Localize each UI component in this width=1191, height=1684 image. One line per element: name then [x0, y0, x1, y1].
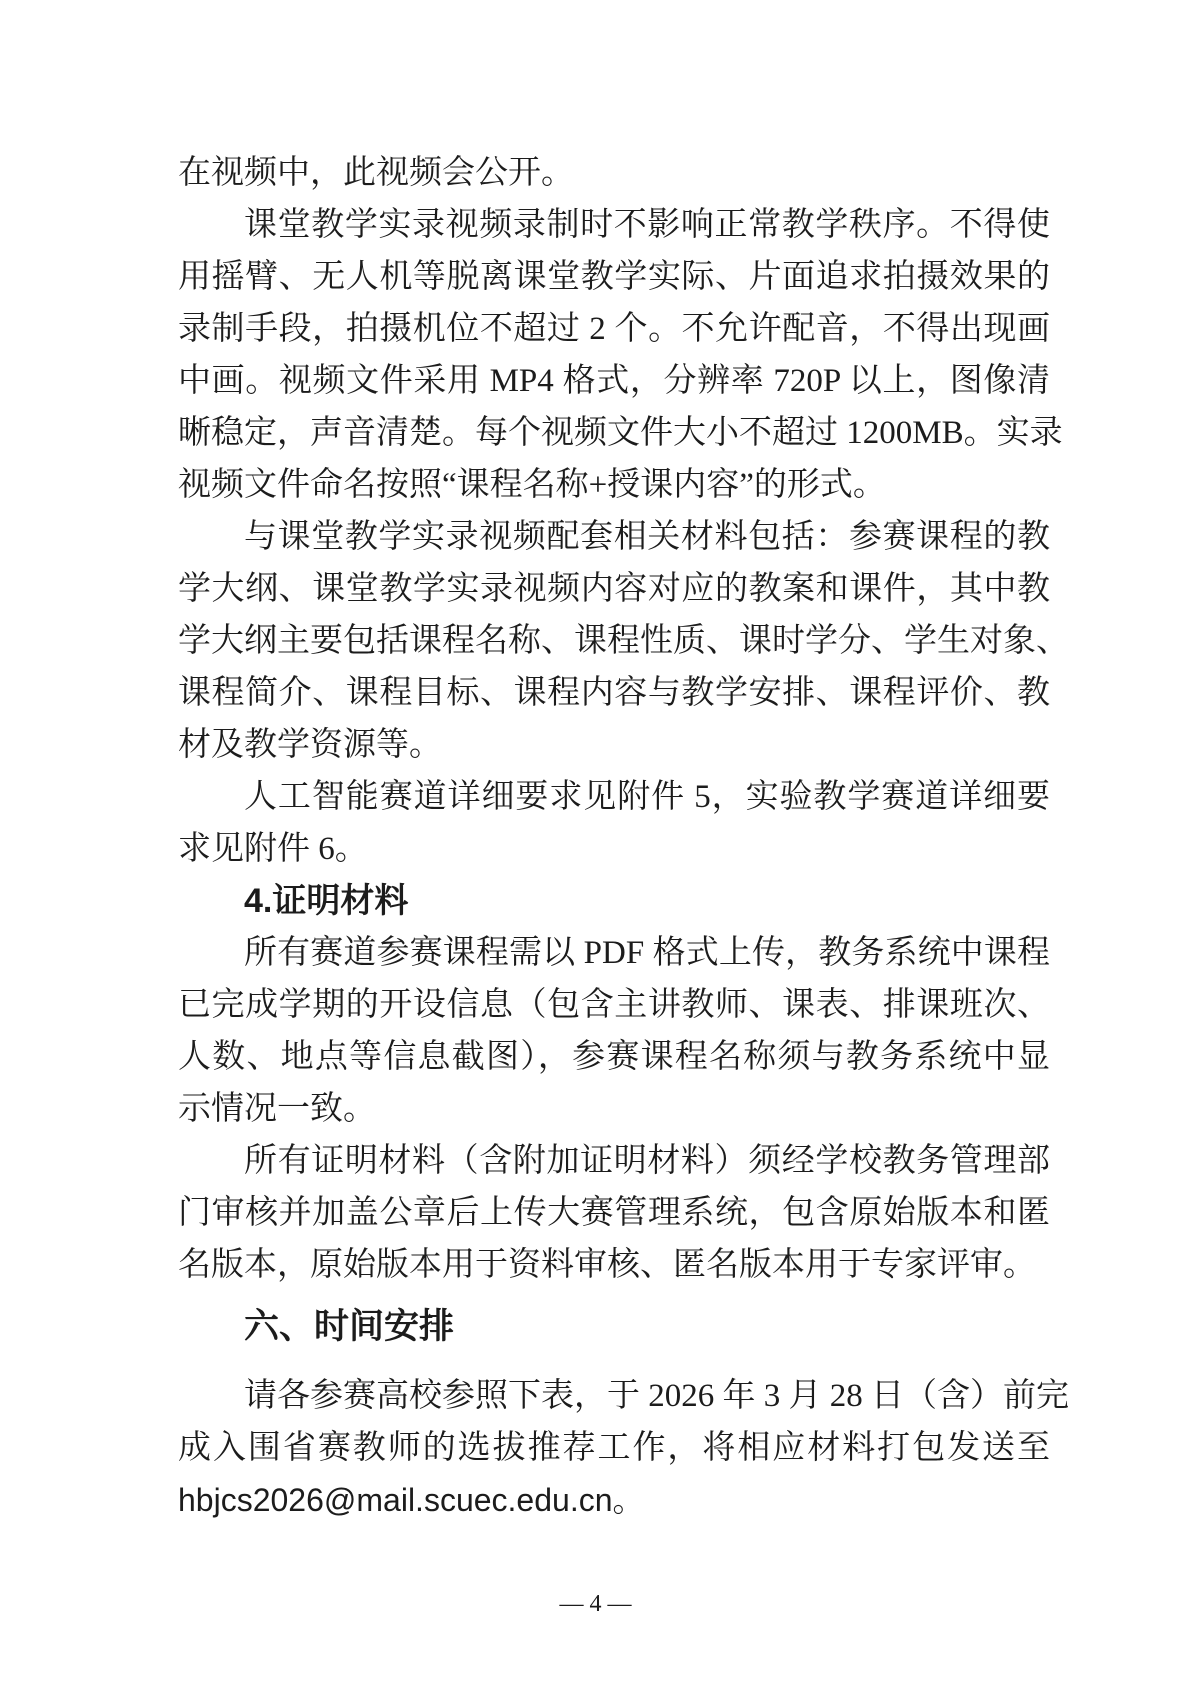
document-line: 录制手段，拍摄机位不超过 2 个。不允许配音，不得出现画 [178, 311, 1050, 347]
document-line: 晰稳定，声音清楚。每个视频文件大小不超过 1200MB。实录 [178, 415, 1063, 451]
document-line: 人数、地点等信息截图），参赛课程名称须与教务系统中显 [178, 1039, 1050, 1075]
document-line: 门审核并加盖公章后上传大赛管理系统，包含原始版本和匿 [178, 1195, 1050, 1231]
document-line: 成入围省赛教师的选拔推荐工作，将相应材料打包发送至 [178, 1430, 1050, 1466]
document-line: 中画。视频文件采用 MP4 格式，分辨率 720P 以上，图像清 [178, 363, 1050, 399]
document-line: 学大纲、课堂教学实录视频内容对应的教案和课件，其中教 [178, 571, 1050, 607]
email-address-line: hbjcs2026@mail.scuec.edu.cn。 [178, 1482, 645, 1518]
document-line: 名版本，原始版本用于资料审核、匿名版本用于专家评审。 [178, 1247, 1036, 1283]
document-line: 课堂教学实录视频录制时不影响正常教学秩序。不得使 [244, 207, 1050, 243]
document-body [178, 147, 1069, 1526]
document-line: 用摇臂、无人机等脱离课堂教学实际、片面追求拍摄效果的 [178, 259, 1050, 295]
document-line: 与课堂教学实录视频配套相关材料包括：参赛课程的教 [244, 519, 1050, 555]
subsection-heading-proof-materials: 4.证明材料 [244, 882, 409, 920]
document-line: 人工智能赛道详细要求见附件 5，实验教学赛道详细要 [244, 779, 1050, 815]
document-line: 在视频中，此视频会公开。 [178, 155, 574, 191]
document-line: 视频文件命名按照“课程名称+授课内容”的形式。 [178, 467, 886, 503]
document-line: 求见附件 6。 [178, 831, 368, 867]
page-number: — 4 — [559, 1591, 632, 1617]
section-heading-time-schedule: 六、时间安排 [244, 1307, 455, 1346]
document-line: 已完成学期的开设信息（包含主讲教师、课表、排课班次、 [178, 987, 1050, 1023]
document-line: 课程简介、课程目标、课程内容与教学安排、课程评价、教 [178, 675, 1050, 711]
document-line: 所有赛道参赛课程需以 PDF 格式上传，教务系统中课程 [244, 935, 1050, 971]
document-line: 材及教学资源等。 [178, 727, 442, 763]
document-line: 所有证明材料（含附加证明材料）须经学校教务管理部 [244, 1143, 1050, 1179]
document-line: 示情况一致。 [178, 1091, 376, 1127]
document-line: 学大纲主要包括课程名称、课程性质、课时学分、学生对象、 [178, 623, 1069, 659]
document-line: 请各参赛高校参照下表，于 2026 年 3 月 28 日（含）前完 [244, 1378, 1069, 1414]
